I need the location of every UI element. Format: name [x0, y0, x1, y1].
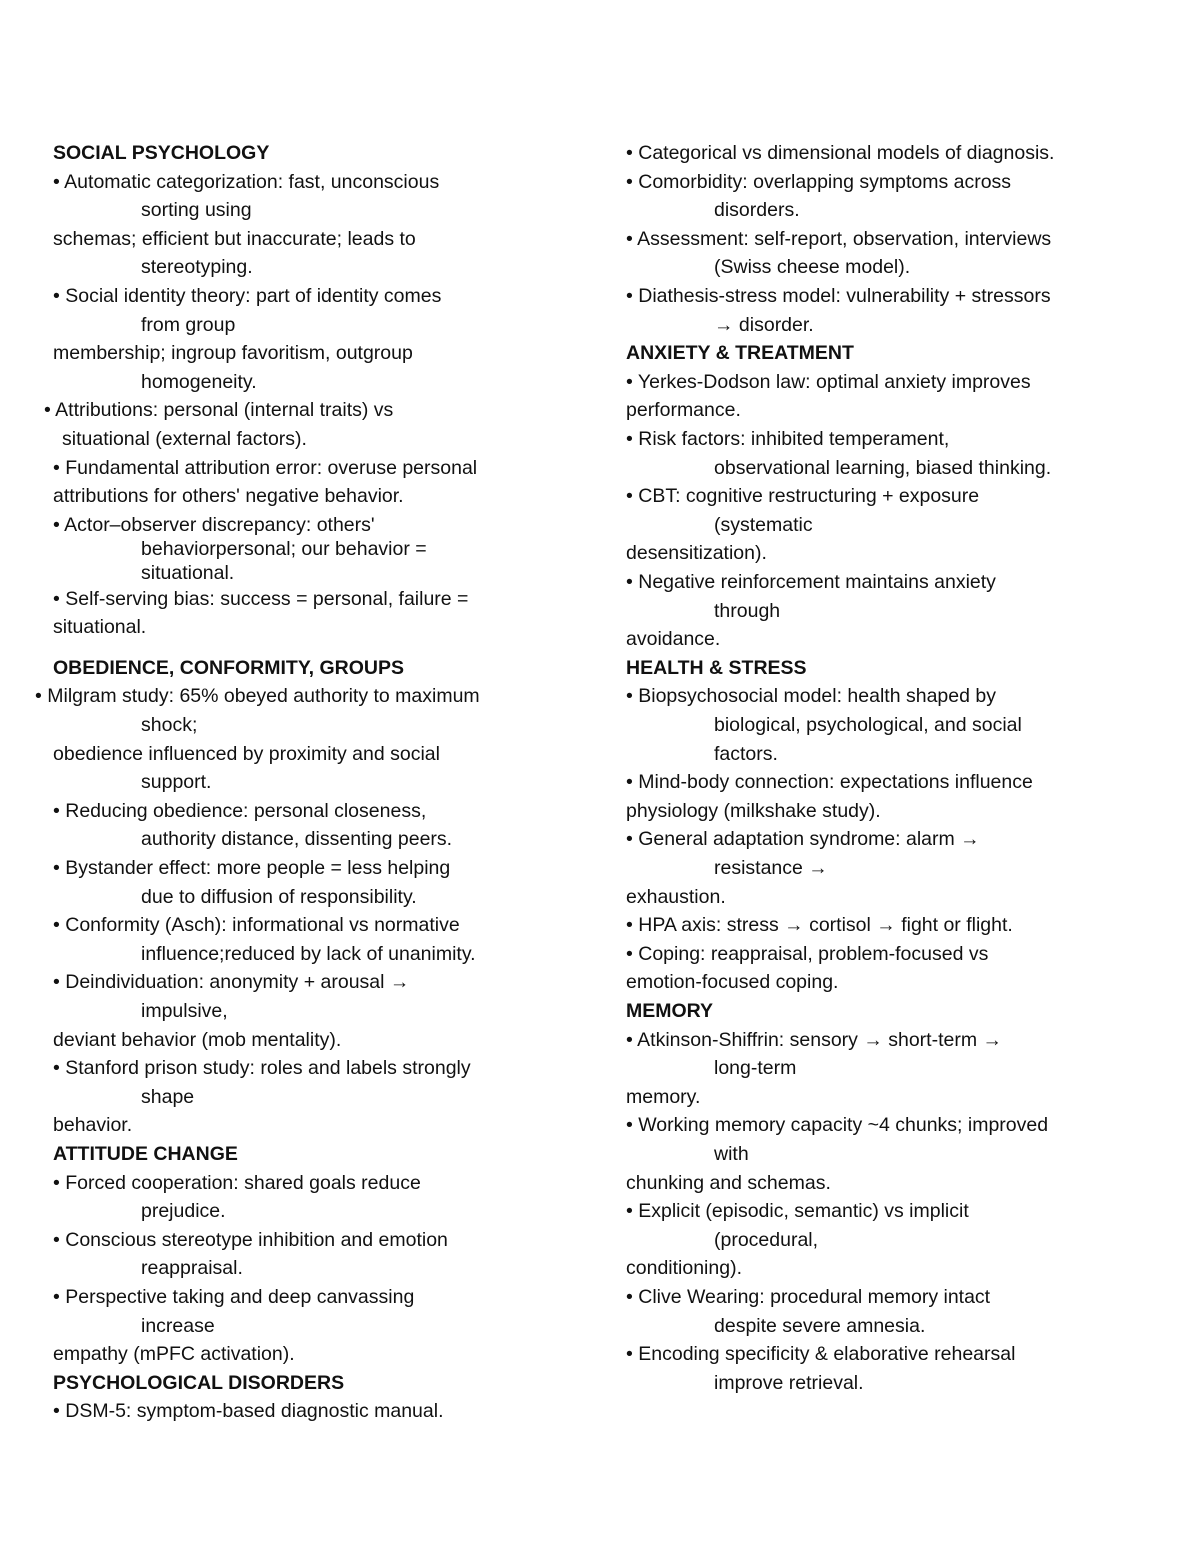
text-line: • Forced cooperation: shared goals reduce [53, 1171, 421, 1194]
text-line: • Milgram study: 65% obeyed authority to maximum [35, 685, 480, 708]
text-line: sorting using [141, 199, 252, 222]
text-line: with [714, 1143, 749, 1165]
section-heading: HEALTH & STRESS [626, 656, 807, 679]
text-line: memory. [626, 1085, 701, 1108]
text-line: conditioning). [626, 1257, 742, 1280]
text-line: • Coping: reappraisal, problem-focused vs [626, 942, 989, 965]
section-heading: PSYCHOLOGICAL DISORDERS [53, 1371, 345, 1394]
text-line: observational learning, biased thinking. [714, 456, 1052, 479]
text-line: • Bystander effect: more people = less helping [53, 857, 451, 879]
text-line: chunking and schemas. [626, 1171, 831, 1194]
text-line: situational (external factors). [62, 428, 307, 450]
text-line: long-term [714, 1057, 797, 1080]
text-line: obedience influenced by proximity and social [53, 742, 440, 765]
text-line: • Clive Wearing: procedural memory intact [626, 1286, 991, 1308]
text-line: empathy (mPFC activation). [53, 1343, 295, 1366]
text-line: attributions for others' negative behavior. [53, 485, 404, 508]
text-line: • Social identity theory: part of identity comes [53, 285, 442, 307]
text-line: • Yerkes-Dodson law: optimal anxiety improves [626, 370, 1031, 393]
text-line: avoidance. [626, 628, 721, 651]
text-line: schemas; efficient but inaccurate; leads to [53, 227, 416, 250]
section-heading: ATTITUDE CHANGE [53, 1143, 238, 1165]
text-line: • Attributions: personal (internal traits) vs [44, 399, 394, 422]
text-line: impulsive, [141, 1000, 228, 1022]
text-line: • Categorical vs dimensional models of diagnosis. [626, 142, 1055, 164]
text-line: behavior. [53, 1114, 133, 1137]
section-heading: OBEDIENCE, CONFORMITY, GROUPS [53, 656, 405, 679]
section-heading: MEMORY [626, 1000, 714, 1022]
text-line: • Explicit (episodic, semantic) vs implicit [626, 1200, 969, 1223]
text-line: (systematic [714, 513, 813, 536]
text-line: • Actor–observer discrepancy: others' [53, 513, 375, 536]
section-heading: SOCIAL PSYCHOLOGY [53, 142, 270, 164]
text-line: • Comorbidity: overlapping symptoms across [626, 170, 1012, 193]
text-line: support. [141, 771, 212, 794]
text-line: • Fundamental attribution error: overuse personal [53, 456, 478, 479]
text-line: behaviorpersonal; our behavior = [141, 538, 427, 561]
text-line: • Perspective taking and deep canvassing [53, 1286, 415, 1308]
text-line: • DSM-5: symptom-based diagnostic manual. [53, 1400, 444, 1423]
text-line: • Risk factors: inhibited temperament, [626, 428, 950, 450]
text-line: → disorder. [714, 313, 814, 336]
text-line: • Working memory capacity ~4 chunks; improved [626, 1114, 1049, 1137]
text-line: (Swiss cheese model). [714, 256, 911, 279]
text-line: membership; ingroup favoritism, outgroup [53, 342, 413, 365]
text-line: desensitization). [626, 542, 767, 565]
text-line: • Conscious stereotype inhibition and emotion [53, 1228, 448, 1251]
text-line: through [714, 599, 781, 622]
text-line: shape [141, 1085, 195, 1108]
text-line: • General adaptation syndrome: alarm → [626, 828, 980, 851]
text-line: increase [141, 1314, 215, 1337]
text-line: authority distance, dissenting peers. [141, 828, 453, 851]
text-line: improve retrieval. [714, 1371, 864, 1394]
text-line: exhaustion. [626, 885, 726, 908]
text-line: homogeneity. [141, 370, 257, 393]
text-line: • Conformity (Asch): informational vs normative [53, 914, 460, 937]
text-line: (procedural, [714, 1228, 819, 1251]
text-line: from group [141, 313, 236, 336]
text-line: • HPA axis: stress → cortisol → fight or flight. [626, 914, 1013, 937]
text-line: • Diathesis-stress model: vulnerability + stressors [626, 285, 1051, 307]
text-line: • Reducing obedience: personal closeness, [53, 799, 427, 822]
text-line: situational. [141, 562, 235, 584]
text-line: resistance → [714, 857, 828, 879]
text-line: performance. [626, 399, 741, 422]
text-line: stereotyping. [141, 256, 253, 279]
text-line: shock; [141, 714, 198, 736]
text-line: deviant behavior (mob mentality). [53, 1028, 342, 1051]
text-line: physiology (milkshake study). [626, 799, 881, 822]
text-line: emotion-focused coping. [626, 971, 839, 994]
text-line: influence;reduced by lack of unanimity. [141, 942, 476, 965]
section-heading: ANXIETY & TREATMENT [626, 342, 854, 365]
text-line: prejudice. [141, 1200, 226, 1223]
text-line: • Assessment: self-report, observation, interviews [626, 227, 1052, 250]
text-line: • Encoding specificity & elaborative rehearsal [626, 1343, 1016, 1366]
text-line: • Deindividuation: anonymity + arousal → [53, 971, 410, 994]
text-line: biological, psychological, and social [714, 714, 1022, 736]
text-line: despite severe amnesia. [714, 1314, 926, 1337]
text-line: • CBT: cognitive restructuring + exposure [626, 485, 980, 508]
text-line: factors. [714, 742, 778, 765]
text-line: • Stanford prison study: roles and labels strongly [53, 1057, 471, 1080]
text-line: due to diffusion of responsibility. [141, 885, 417, 908]
text-line: • Atkinson-Shiffrin: sensory → short-term → [626, 1028, 1003, 1051]
text-line: situational. [53, 616, 147, 639]
text-line: • Negative reinforcement maintains anxiety [626, 571, 996, 593]
text-line: • Self-serving bias: success = personal, failure = [53, 587, 469, 610]
text-line: • Automatic categorization: fast, unconscious [53, 170, 440, 193]
text-line: • Biopsychosocial model: health shaped by [626, 685, 996, 708]
text-line: • Mind-body connection: expectations influence [626, 771, 1033, 794]
text-line: reappraisal. [141, 1257, 243, 1280]
text-line: disorders. [714, 199, 800, 222]
